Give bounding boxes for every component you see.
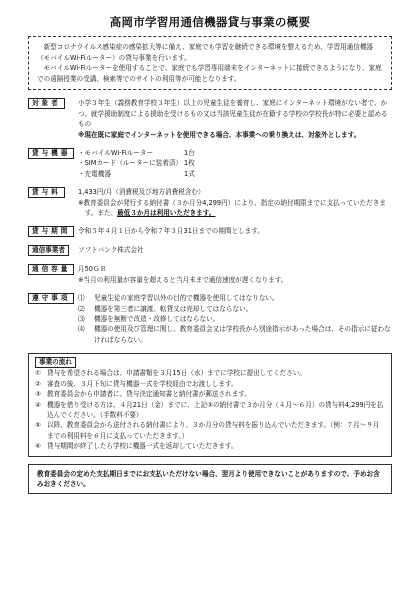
step-number: ⑥: [35, 442, 41, 451]
rule-text: 機器を第三者に譲渡、転貸又は売却してはならない。: [94, 304, 253, 313]
carrier-text: ソフトバンク株式会社: [78, 246, 144, 255]
step-text: 審査の後、３月下旬に貸与機器一式を学校経由でお渡しします。: [47, 379, 238, 388]
capacity-label: 通信容量: [28, 264, 74, 275]
equipment-qty: 1台: [184, 149, 195, 157]
equipment-item: [78, 169, 392, 179]
rule-number: ⑶: [78, 315, 85, 324]
capacity-text: 月50ＧＢ: [78, 265, 107, 274]
step-number: ②: [35, 379, 41, 388]
carrier-section: [28, 245, 392, 256]
fee-note-text: ※教育委員会が発行する納付書（３か月分4,299円）により、指定の納付期限までに支払っていただきます。また、: [78, 198, 386, 218]
fee-note: [78, 198, 392, 219]
step-text: 以降、教育委員会から送付される納付書により、３か月分の貸与料を振り込んでいただきます。（例：７月～９月までの利用料を６月に支払っていただきます。）: [47, 421, 380, 440]
fee-amount: 1,433円/月（消費税及び地方消費税含む）: [78, 188, 205, 197]
step-number: ①: [35, 369, 41, 378]
rule-number: ⑴: [78, 294, 85, 303]
intro-paragraph: モバイルWi-Fiルーターを使用することで、家庭でも学習専用端末をインターネットに接続できるようになり、家庭での遠隔授業の受講、検索等でのサイトの利用等が可能となります。: [37, 64, 382, 83]
payment-warning-box: 教育委員会の定めた支払期日までにお支払いただけない場合、翌月より使用できないことがありますので、予めお含みおきください。: [28, 464, 392, 495]
flow-step: [35, 420, 385, 441]
flow-step: [35, 368, 385, 378]
fee-section: [28, 187, 392, 218]
intro-box: [28, 36, 392, 90]
step-text: 貸与期間が終了したら学校に機器一式を返却していただきます。: [47, 442, 238, 451]
equipment-qty: 1式: [184, 169, 195, 178]
rule-number: ⑵: [78, 304, 85, 313]
period-label: 貸与期間: [28, 226, 74, 237]
target-text: 小学３年生（義務教育学校３年生）以上の児童生徒を養育し、家庭にインターネット環境がない者で、かつ、就学援助制度による援助を受けるもの又は当該児童生徒が在籍する学校の学校長が特に必要と認めるもの: [78, 99, 388, 129]
equipment-name: ・SIMカード（ルーターに装着済）: [78, 159, 183, 168]
flow-heading: 事業の流れ: [35, 357, 76, 368]
equipment-item: [78, 148, 392, 158]
capacity-note: ※当月の利用量が容量を超えると当月末まで通信速度が遅くなります。: [78, 275, 288, 284]
rule-item: [78, 324, 392, 345]
rule-number: ⑷: [78, 325, 85, 334]
flow-step: [35, 441, 385, 451]
period-section: [28, 226, 392, 237]
rule-item: [78, 293, 392, 303]
step-text: 貸与を希望される場合は、申請書類を３月15日（水）までに学校に提出してください。: [47, 369, 306, 378]
step-number: ⑤: [35, 421, 41, 430]
equipment-label: 貸与機器: [28, 148, 74, 159]
step-number: ④: [35, 400, 41, 409]
intro-paragraph: 新型コロナウイルス感染症の感染拡大等に備え、家庭でも学習を継続できる環境を整えるため、学習用通信機器（モバイルWi-Fiルーター）の貸与事業を行います。: [37, 43, 374, 62]
rule-text: 児童生徒の家庭学習以外の目的で機器を使用してはなりない。: [94, 294, 279, 303]
rule-text: 機器の使用及び管理に関し、教育委員会又は学校長から別途指示があった場合は、その指示に従わなければならない。: [94, 325, 391, 344]
page-title: 高岡市学習用通信機器貸与事業の概要: [109, 15, 311, 29]
flow-step: [35, 389, 385, 399]
flow-step: [35, 379, 385, 389]
rules-section: [28, 293, 392, 345]
fee-label: 貸与料: [28, 187, 65, 198]
equipment-section: [28, 148, 392, 179]
step-number: ③: [35, 390, 41, 399]
flow-box: [28, 353, 392, 456]
flow-step: [35, 400, 385, 421]
equipment-name: ・充電機器: [78, 169, 111, 178]
equipment-name: ・モバイルWi-Fiルーター: [78, 149, 154, 157]
rule-item: [78, 304, 392, 314]
fee-minimum-term: 最低３か月は利用いただきます。: [117, 209, 216, 218]
period-text: 令和５年４月１日から令和７年３月31日までの期間とします。: [78, 227, 264, 236]
equipment-qty: 1枚: [184, 159, 195, 168]
capacity-section: [28, 264, 392, 285]
target-note: ※現在既に家庭でインターネットを使用できる場合、本事業への乗り換えは、対象外とします。: [78, 130, 361, 139]
step-text: 機器を借り受ける方は、４月21日（金）までに、上記③の納付書で３か月分（４月～６月）の貸与料4,299円を払込んでください。（手数料不要）: [47, 400, 384, 419]
equipment-item: [78, 158, 392, 168]
carrier-label: 通信事業者: [28, 245, 69, 256]
target-section: [28, 98, 392, 140]
rule-text: 機器を無断で改造・改修してはならない。: [94, 315, 220, 324]
step-text: 教育委員会から申請者に、貸与決定通知書と納付書が郵送されます。: [47, 390, 251, 399]
rules-label: 遵守事項: [28, 293, 74, 304]
target-label: 対象者: [28, 98, 65, 109]
rule-item: [78, 314, 392, 324]
